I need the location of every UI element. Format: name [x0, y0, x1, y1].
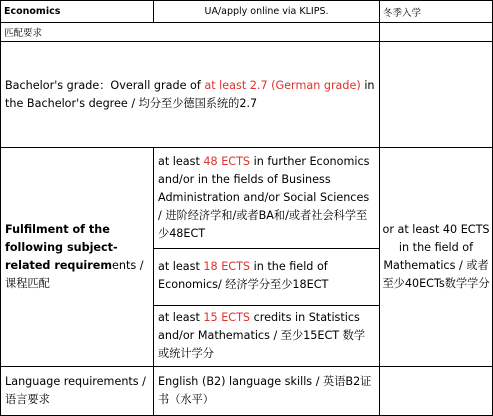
subject-label-cell: [0, 148, 154, 367]
requirement-1-cell: at least 48 ECTS in further Economics and/or in the fields of Business Administration and/or Social Sciences / 进阶经济学和/或者BA和/或者社会科学至少48ECT: [154, 148, 380, 249]
header-subject: Economics: [4, 6, 61, 17]
req2-highlight: 18 ECTS: [203, 260, 251, 273]
sub-header-empty-cell: [380, 23, 493, 42]
language-value-cell: [154, 367, 380, 416]
requirement-2-cell: at least 18 ECTS in the field of Economics/ 经济学分至少18ECT: [154, 249, 380, 306]
language-value: English (B2) language skills / 英语B2证书（水平）: [158, 375, 372, 406]
language-label: Language requirements / 语言要求: [5, 375, 146, 406]
header-application-cell: [154, 0, 380, 23]
grade-cell: [0, 42, 380, 148]
requirement-3-cell: at least 15 ECTS credits in Statistics and/or Mathematics / 至少15ECT 数学或统计学分: [154, 306, 380, 367]
req1-highlight: 48 ECTS: [203, 155, 251, 168]
header-intake: 冬季入学: [383, 7, 422, 19]
language-label-cell: [0, 367, 154, 416]
grade-text: Bachelor's grade：Overall grade of at least 2.7 (German grade) in the Bachelor's degree / 均分至少德国系统的2.7: [5, 78, 375, 110]
header-intake-cell: [380, 0, 493, 23]
alternative-text: or at least 40 ECTS in the field of Mathematics / 或者至少40ECTs数学学分: [382, 223, 490, 290]
sub-header-label: 匹配要求: [4, 28, 43, 39]
sub-header-cell: [0, 23, 380, 42]
grade-empty-cell: [380, 42, 493, 148]
header-subject-cell: [0, 0, 154, 23]
req3-highlight: 15 ECTS: [203, 311, 251, 324]
header-application: UA/apply online via KLIPS.: [204, 6, 329, 17]
alternative-cell: [380, 148, 493, 367]
subject-label: Fulfilment of the following subject-related requirements / 课程匹配: [5, 223, 144, 290]
language-empty-cell: [380, 367, 493, 416]
grade-highlight: at least 2.7 (German grade): [204, 78, 361, 92]
